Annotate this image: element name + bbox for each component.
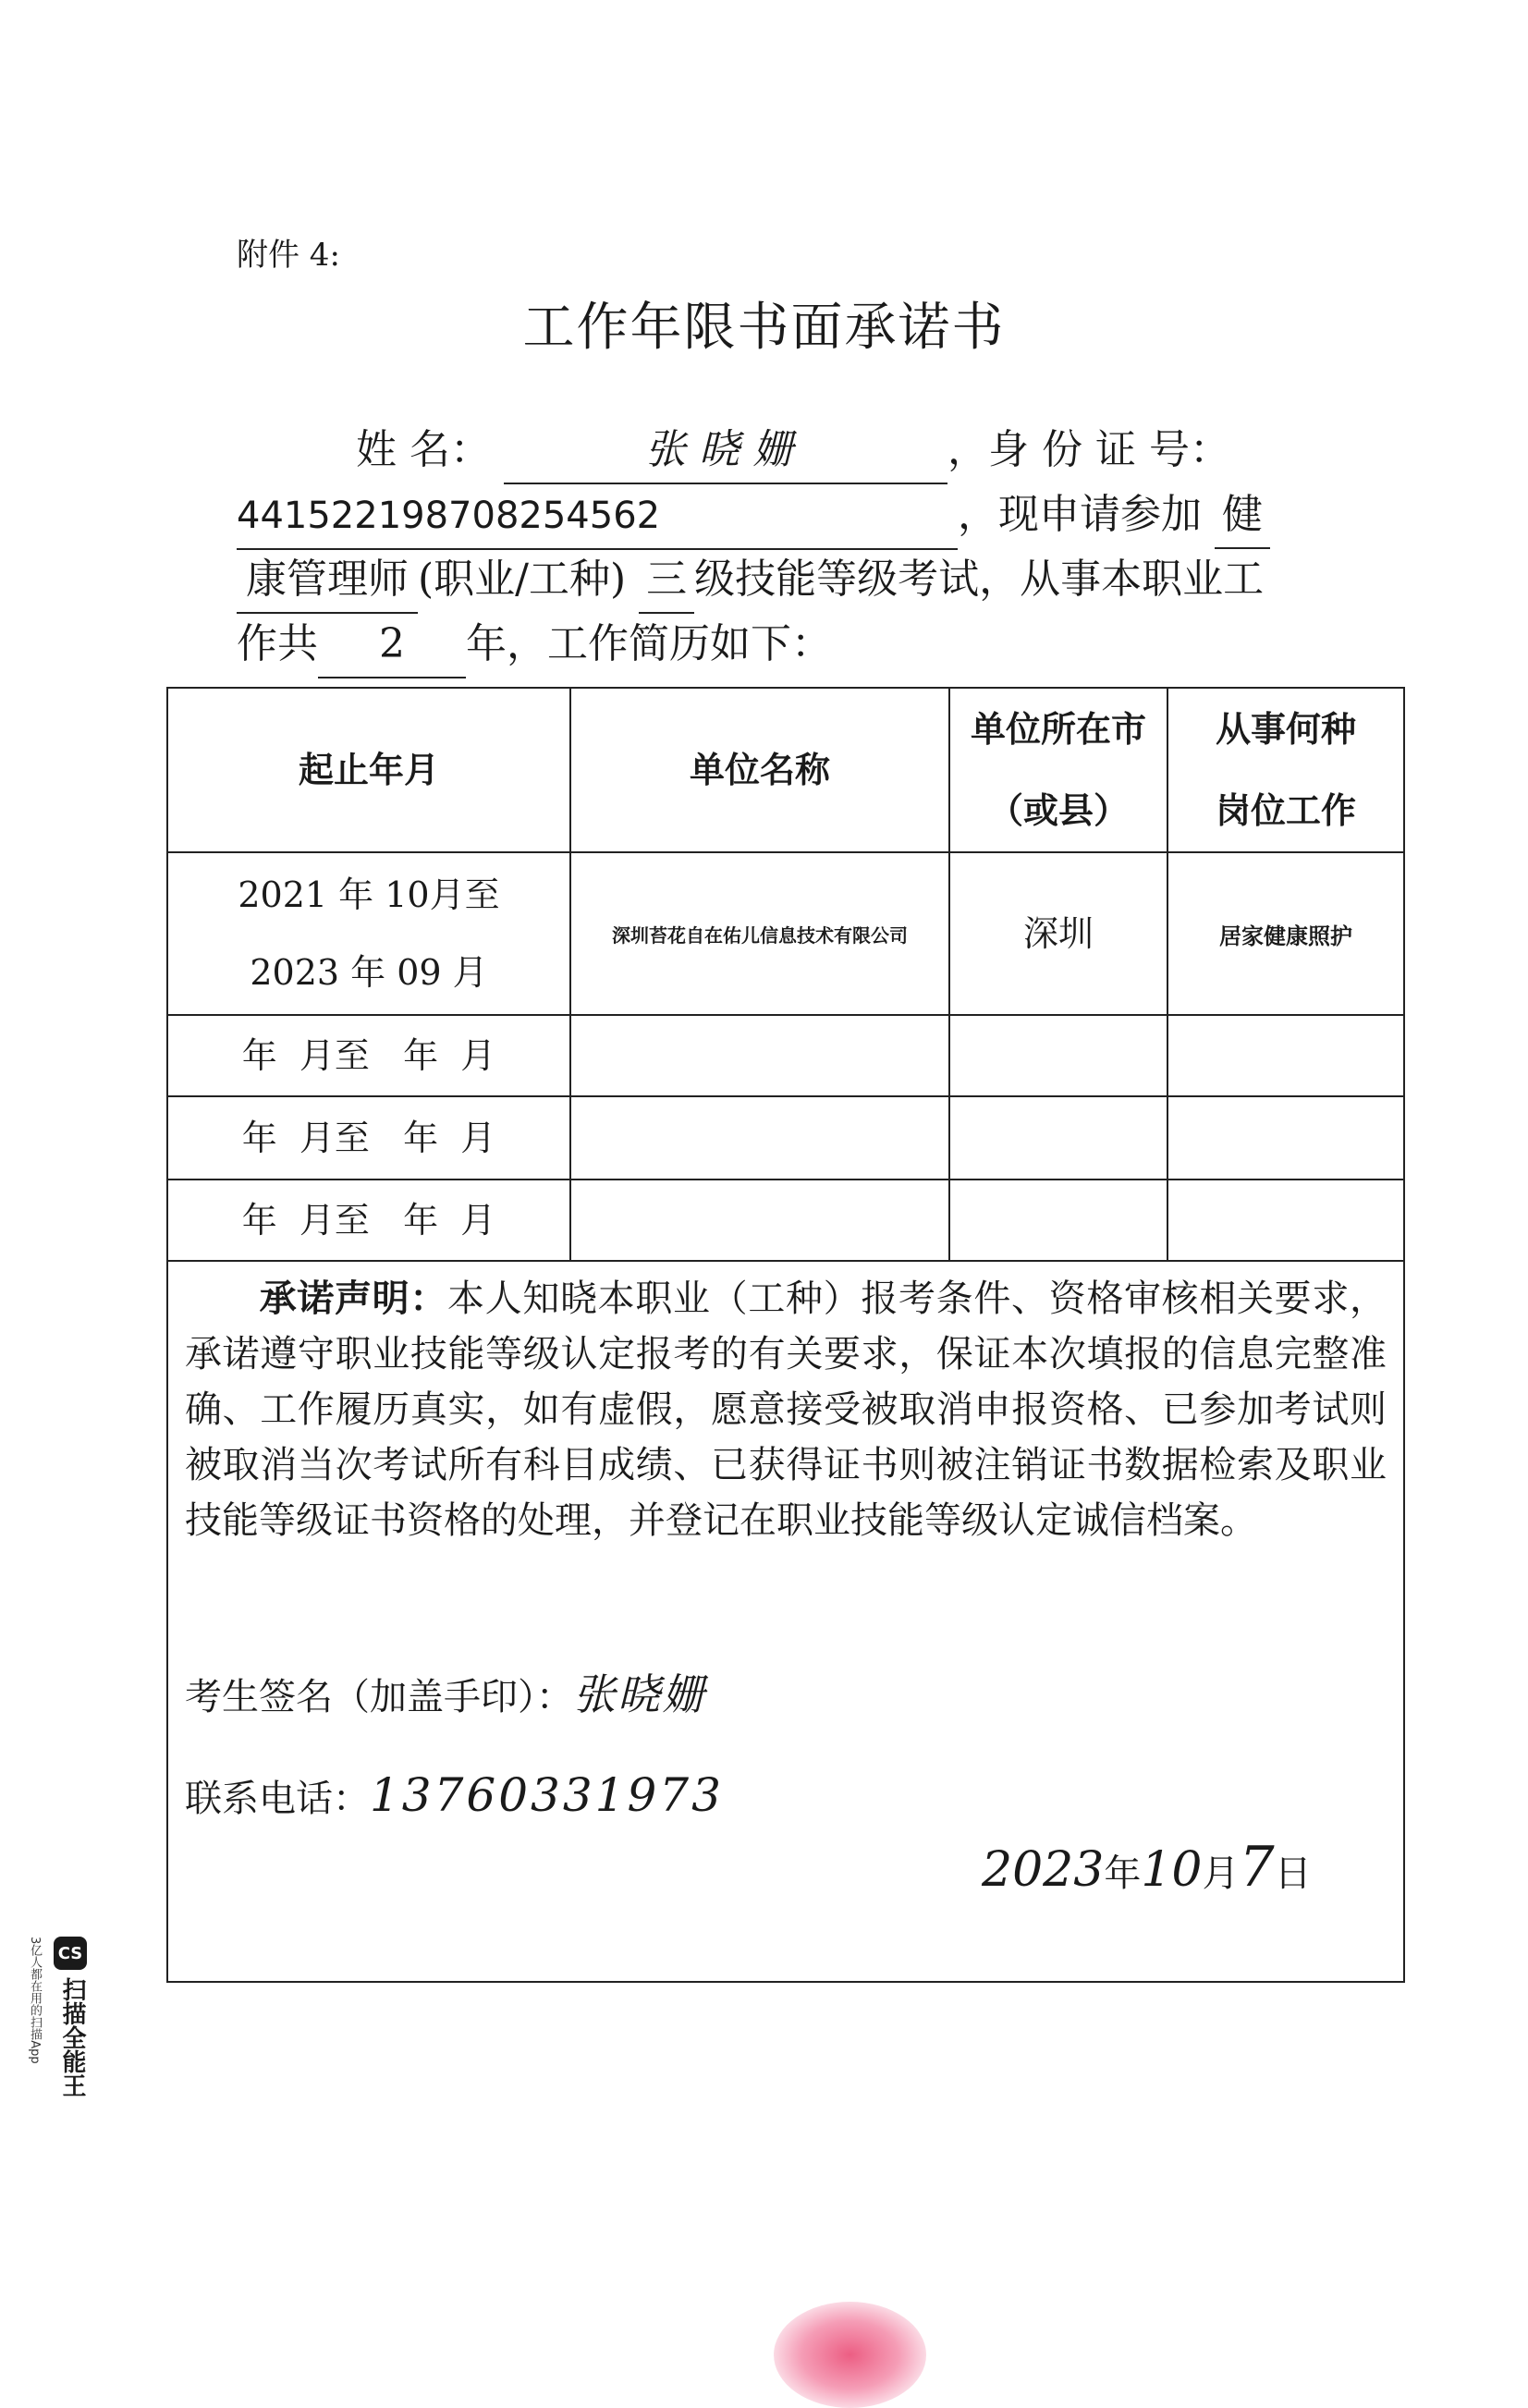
row3-period-text: 年 月至 年 月 (241, 1118, 496, 1158)
date-day-char: 日 (1274, 1852, 1312, 1895)
name-value[interactable]: 张晓姗 (504, 418, 947, 484)
signature-line (185, 1661, 706, 1722)
watermark-subtitle: 3亿人都在用的扫描App (28, 1937, 42, 2064)
name-line (356, 418, 1230, 484)
apply-text: ，现申请参加 (958, 491, 1202, 538)
date-year-char: 年 (1104, 1852, 1142, 1895)
header-city-line2: （或县） (987, 790, 1129, 831)
date-line (982, 1835, 1312, 1900)
id-line (237, 483, 1270, 550)
row1-period (168, 853, 571, 1016)
document-title: 工作年限书面承诺书 (522, 298, 1006, 358)
row2-company[interactable] (571, 1016, 950, 1097)
id-label: ，身 份 证 号： (947, 426, 1230, 473)
signature-value[interactable]: 张晓姗 (573, 1669, 706, 1719)
row4-period (168, 1180, 571, 1262)
level-suffix: 级技能等级考试，从事本职业工 (694, 556, 1265, 603)
name-label: 姓 名： (356, 426, 491, 473)
camscanner-logo-icon: CS (54, 1937, 87, 1970)
date-month-char: 月 (1202, 1852, 1240, 1895)
level-value[interactable]: 三 (639, 547, 694, 614)
years-prefix: 作共 (237, 620, 318, 667)
header-company-text: 单位名称 (689, 750, 830, 790)
occupation-line (237, 547, 1264, 614)
row1-company (571, 853, 950, 1016)
row1-period-line2: 2023 年 09 月 (250, 952, 488, 993)
row2-period (168, 1016, 571, 1097)
row3-job[interactable] (1168, 1097, 1403, 1180)
phone-line (185, 1768, 724, 1822)
row1-company-text: 深圳苔花自在佑儿信息技术有限公司 (612, 923, 908, 947)
header-company (571, 689, 950, 853)
row4-period-text: 年 月至 年 月 (241, 1200, 496, 1241)
scanner-watermark (28, 1937, 104, 2162)
occupation-part2[interactable]: 康管理师 (237, 547, 418, 614)
row2-job[interactable] (1168, 1016, 1403, 1097)
signature-label: 考生签名（加盖手印）： (185, 1676, 573, 1718)
phone-label: 联系电话： (185, 1778, 370, 1820)
header-period-text: 起止年月 (298, 750, 439, 790)
occupation-suffix: (职业/工种) (418, 556, 627, 603)
header-job-line1: 从事何种 (1215, 709, 1356, 750)
row3-city[interactable] (950, 1097, 1168, 1180)
date-month[interactable]: 10 (1141, 1842, 1203, 1898)
row1-city (950, 853, 1168, 1016)
row1-job-text: 居家健康照护 (1219, 923, 1352, 949)
id-number-value[interactable]: 441522198708254562 (237, 483, 958, 550)
years-line (237, 612, 832, 678)
years-value[interactable]: 2 (318, 612, 466, 678)
declaration (185, 1271, 1387, 1548)
occupation-part1[interactable]: 健 (1215, 483, 1270, 549)
phone-value[interactable]: 13760331973 (370, 1768, 724, 1822)
years-suffix: 年，工作简历如下： (466, 620, 832, 667)
row4-city[interactable] (950, 1180, 1168, 1262)
header-job-line2: 岗位工作 (1215, 790, 1356, 831)
watermark-name: 扫描全能王 (58, 1977, 86, 2097)
annex-label: 附件 4: (237, 237, 340, 274)
header-city-line1: 单位所在市 (970, 709, 1146, 750)
row1-period-line1: 2021 年 10月至 (238, 874, 500, 915)
work-history-table (166, 687, 1405, 1983)
declaration-label: 承诺声明： (259, 1277, 447, 1320)
header-city (950, 689, 1168, 853)
row1-job (1168, 853, 1403, 1016)
row4-job[interactable] (1168, 1180, 1403, 1262)
row3-company[interactable] (571, 1097, 950, 1180)
row2-city[interactable] (950, 1016, 1168, 1097)
thumbprint-stamp (774, 2302, 926, 2408)
date-day[interactable]: 7 (1239, 1835, 1275, 1900)
date-year[interactable]: 2023 (982, 1842, 1105, 1898)
row3-period (168, 1097, 571, 1180)
header-job (1168, 689, 1403, 853)
declaration-text: 本人知晓本职业（工种）报考条件、资格审核相关要求，承诺遵守职业技能等级认定报考的有关要求，保证本次填报的信息完整准确、工作履历真实，如有虚假，愿意接受被取消申报资格、已参加考试则被取消当次考试所有科目成绩、已获得证书则被注销证书数据检索及职业技能等级证书资格的处理，并登记在职业技能等级认定诚信档案。 (185, 1277, 1387, 1542)
row1-city-text: 深圳 (1022, 913, 1094, 954)
row2-period-text: 年 月至 年 月 (241, 1035, 496, 1076)
row4-company[interactable] (571, 1180, 950, 1262)
header-period (168, 689, 571, 853)
